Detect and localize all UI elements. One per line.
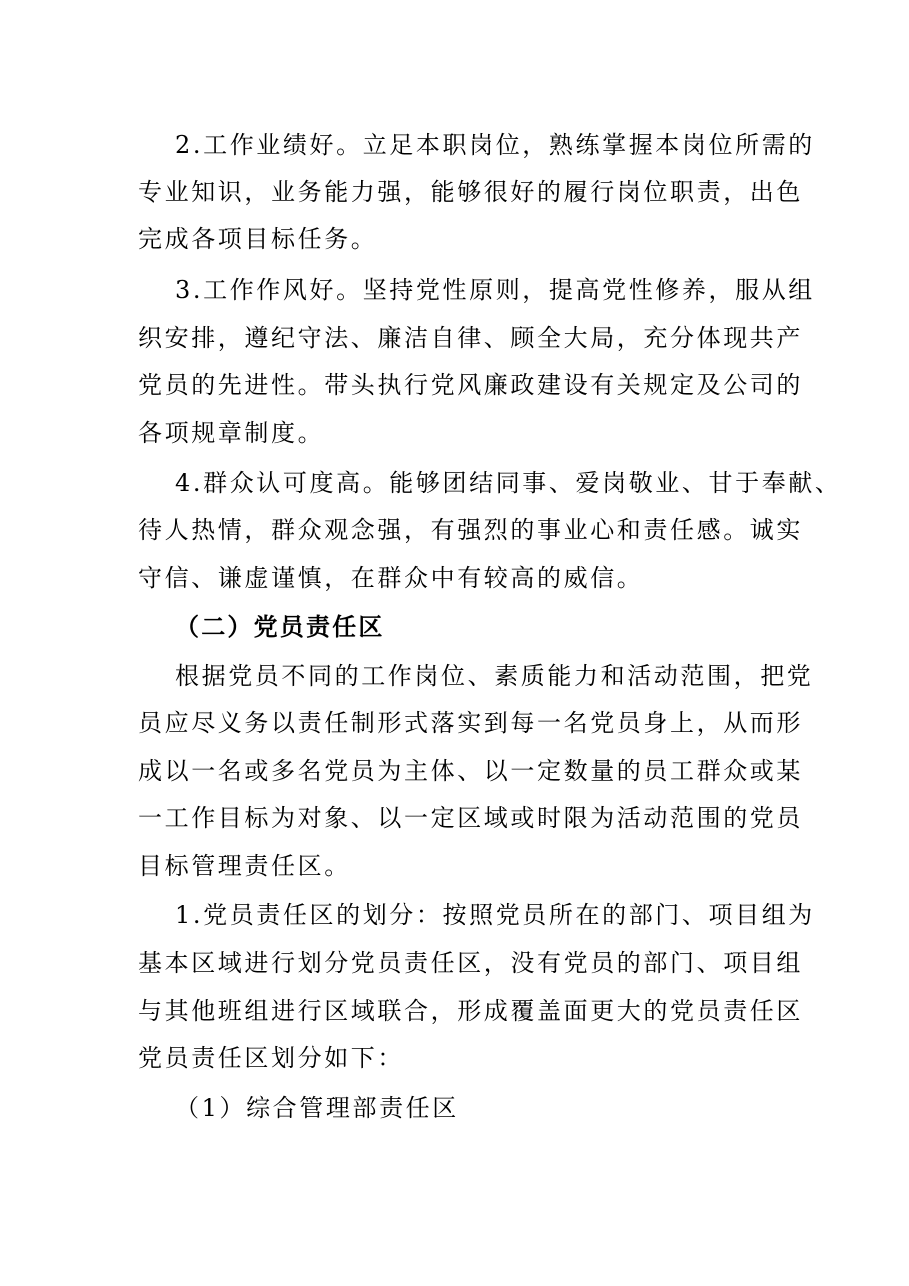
paragraph-6-line-1: 1.党员责任区的划分：按照党员所在的部门、项目组为 (175, 901, 815, 929)
paragraph-5-line-2: 员应尽义务以责任制形式落实到每一名党员身上，从而形 (138, 709, 803, 737)
paragraph-2-line-3: 完成各项目标任务。 (138, 225, 378, 253)
paragraph-4-line-2: 待人热情，群众观念强，有强烈的事业心和责任感。诚实 (138, 516, 803, 544)
paragraph-5-line-3: 成以一名或多名党员为主体、以一定数量的员工群众或某 (138, 757, 803, 785)
paragraph-3-line-4: 各项规章制度。 (138, 419, 325, 447)
paragraph-2-line-1: 2.工作业绩好。立足本职岗位，熟练掌握本岗位所需的 (175, 131, 815, 159)
paragraph-5-line-4: 一工作目标为对象、以一定区域或时限为活动范围的党员 (138, 804, 803, 832)
paragraph-3-line-2: 织安排，遵纪守法、廉洁自律、顾全大局，充分体现共产 (138, 324, 803, 352)
paragraph-5-line-1: 根据党员不同的工作岗位、素质能力和活动范围，把党 (175, 662, 814, 690)
section-heading: （二）党员责任区 (175, 613, 385, 641)
paragraph-3-line-3: 党员的先进性。带头执行党风廉政建设有关规定及公司的 (138, 371, 803, 399)
paragraph-4-line-3: 守信、谦虚谨慎，在群众中有较高的威信。 (138, 564, 644, 592)
paragraph-2-line-2: 专业知识，业务能力强，能够很好的履行岗位职责，出色 (138, 178, 803, 206)
paragraph-5-line-5: 目标管理责任区。 (138, 852, 351, 880)
subsection-item-1: （1）综合管理部责任区 (175, 1094, 459, 1122)
paragraph-6-line-3: 与其他班组进行区域联合，形成覆盖面更大的党员责任区 (138, 997, 803, 1025)
paragraph-3-line-1: 3.工作作风好。坚持党性原则，提高党性修养，服从组 (175, 276, 815, 304)
paragraph-4-line-1: 4.群众认可度高。能够团结同事、爱岗敬业、甘于奉献、 (175, 469, 842, 497)
paragraph-6-line-4: 党员责任区划分如下： (138, 1044, 404, 1072)
paragraph-6-line-2: 基本区域进行划分党员责任区，没有党员的部门、项目组 (138, 949, 803, 977)
